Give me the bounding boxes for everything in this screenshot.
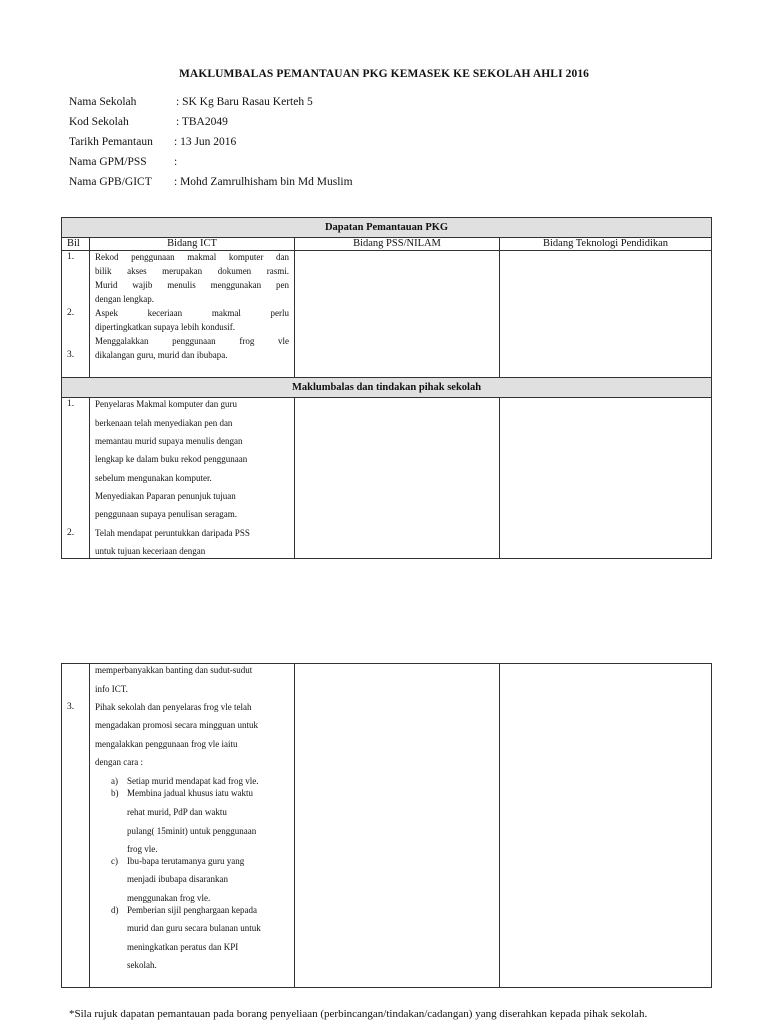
- list-text: meningkatkan peratus dan KPI: [127, 942, 239, 952]
- column-header-bil: Bil: [62, 238, 90, 251]
- text-line: Menggalakkan penggunaan frog vle: [95, 336, 289, 346]
- info-value: : TBA2049: [176, 116, 228, 128]
- list-marker: d): [111, 905, 119, 915]
- text-line: penggunaan supaya penulisan seragam.: [95, 509, 237, 519]
- text-line: untuk tujuan keceriaan dengan: [95, 546, 206, 556]
- text-line: sebelum mengunakan komputer.: [95, 473, 212, 483]
- list-text: menjadi ibubapa disarankan: [127, 874, 228, 884]
- list-text: rehat murid, PdP dan waktu: [127, 807, 227, 817]
- monitoring-table: [61, 217, 712, 559]
- text-line: Pihak sekolah dan penyelaras frog vle telah: [95, 702, 252, 712]
- tech-findings-cell: [500, 251, 712, 378]
- text-line: dipertingkatkan supaya lebih kondusif.: [95, 322, 235, 332]
- info-label: Nama GPB/GICT: [69, 176, 152, 188]
- row-number: 2.: [67, 528, 75, 538]
- list-marker: a): [111, 776, 118, 786]
- section-title-feedback: Maklumbalas dan tindakan pihak sekolah: [62, 378, 712, 398]
- list-text: murid dan guru secara bulanan untuk: [127, 923, 261, 933]
- info-value: : 13 Jun 2016: [174, 136, 237, 148]
- info-value: : Mohd Zamrulhisham bin Md Muslim: [174, 176, 353, 188]
- text-line: Rekod penggunaan makmal komputer dan: [95, 252, 289, 262]
- footnote: *Sila rujuk dapatan pemantauan pada borang penyeliaan (perbincangan/tindakan/cadangan) yang diserahkan kepada pihak sekolah.: [69, 1008, 648, 1020]
- text-line: info ICT.: [95, 684, 128, 694]
- text-line: Telah mendapat peruntukkan daripada PSS: [95, 528, 250, 538]
- list-text: Setiap murid mendapat kad frog vle.: [127, 776, 259, 786]
- text-line: dengan lengkap.: [95, 294, 154, 304]
- text-line: dikalangan guru, murid dan ibubapa.: [95, 350, 228, 360]
- text-line: Aspek keceriaan makmal perlu: [95, 308, 289, 318]
- list-text: sekolah.: [127, 960, 157, 970]
- list-text: pulang( 15minit) untuk penggunaan: [127, 826, 257, 836]
- list-text: menggunakan frog vle.: [127, 893, 211, 903]
- info-label: Kod Sekolah: [69, 116, 129, 128]
- list-text: Pemberian sijil penghargaan kepada: [127, 905, 258, 915]
- info-value: :: [174, 156, 178, 168]
- bil-cell: [62, 251, 90, 378]
- row-number: 3.: [67, 702, 75, 712]
- column-header-pss: Bidang PSS/NILAM: [295, 238, 500, 251]
- list-text: Membina jadual khusus iatu waktu: [127, 788, 253, 798]
- ict-feedback-cell: [90, 398, 295, 559]
- info-label: Tarikh Pemantaun: [69, 136, 153, 148]
- ict-feedback-continued-cell: [90, 664, 295, 988]
- section-title-findings: Dapatan Pemantauan PKG: [62, 218, 712, 238]
- text-line: dengan cara :: [95, 757, 143, 767]
- tech-feedback-continued-cell: [500, 664, 712, 988]
- column-header-tech: Bidang Teknologi Pendidikan: [500, 238, 712, 251]
- pss-findings-cell: [295, 251, 500, 378]
- list-marker: b): [111, 788, 119, 798]
- text-line: mengalakkan penggunaan frog vle iaitu: [95, 739, 238, 749]
- text-line: lengkap ke dalam buku rekod penggunaan: [95, 454, 248, 464]
- info-label: Nama Sekolah: [69, 96, 137, 108]
- info-label: Nama GPM/PSS: [69, 156, 147, 168]
- text-line: berkenaan telah menyediakan pen dan: [95, 418, 233, 428]
- text-line: Murid wajib menulis menggunakan pen: [95, 280, 289, 290]
- tech-feedback-cell: [500, 398, 712, 559]
- bil-cell: [62, 664, 90, 988]
- text-line: Menyediakan Paparan penunjuk tujuan: [95, 491, 236, 501]
- text-line: bilik akses merupakan dokumen rasmi.: [95, 266, 289, 276]
- pss-feedback-continued-cell: [295, 664, 500, 988]
- list-marker: c): [111, 856, 118, 866]
- text-line: Penyelaras Makmal komputer dan guru: [95, 399, 237, 409]
- text-line: memperbanyakkan banting dan sudut-sudut: [95, 665, 253, 675]
- ict-findings-cell: [90, 251, 295, 378]
- info-value: : SK Kg Baru Rasau Kerteh 5: [176, 96, 313, 108]
- row-number: 1.: [67, 252, 75, 262]
- document-title: MAKLUMBALAS PEMANTAUAN PKG KEMASEK KE SEKOLAH AHLI 2016: [178, 68, 590, 80]
- bil-cell: [62, 398, 90, 559]
- row-number: 1.: [67, 399, 75, 409]
- text-line: memantau murid supaya menulis dengan: [95, 436, 243, 446]
- list-text: frog vle.: [127, 844, 158, 854]
- text-line: mengadakan promosi secara mingguan untuk: [95, 720, 258, 730]
- pss-feedback-cell: [295, 398, 500, 559]
- row-number: 3.: [67, 350, 75, 360]
- list-text: Ibu-bapa terutamanya guru yang: [127, 856, 245, 866]
- column-header-ict: Bidang ICT: [90, 238, 295, 251]
- continuation-table: [61, 663, 712, 988]
- row-number: 2.: [67, 308, 75, 318]
